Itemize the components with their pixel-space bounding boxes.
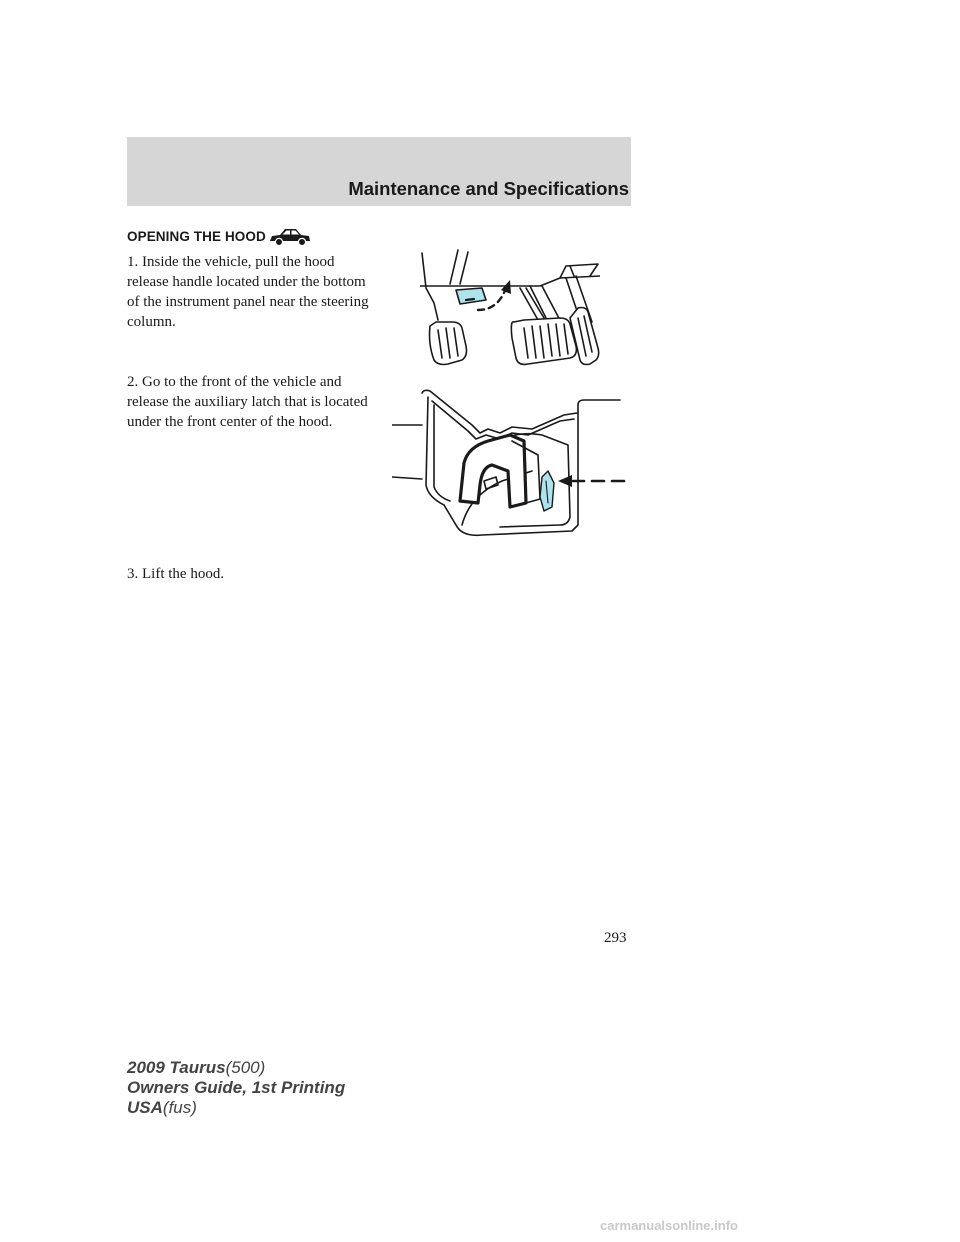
car-icon [268, 225, 312, 247]
footer-line-1 [127, 1058, 345, 1078]
section-heading-text: OPENING THE HOOD [127, 228, 266, 244]
footer-printing: Owners Guide, 1st Printing [127, 1078, 346, 1097]
footer-market: USA [127, 1098, 163, 1117]
section-header-band [127, 137, 631, 206]
footer-model-code: (500) [225, 1058, 266, 1077]
footer-line-3 [127, 1098, 345, 1118]
step-2-text: 2. Go to the front of the vehicle and release the auxiliary latch that is located under the front center of the hood. [127, 374, 368, 430]
section-header-title: Maintenance and Specifications [348, 178, 629, 199]
watermark: carmanualsonline.info [600, 1218, 738, 1233]
section-heading [127, 224, 312, 248]
page-number: 293 [604, 930, 627, 946]
footer-model: 2009 Taurus [127, 1058, 226, 1077]
step-3-text: 3. Lift the hood. [127, 566, 225, 582]
footer-line-2 [127, 1078, 345, 1098]
auxiliary-latch-illustration [392, 385, 632, 550]
hood-release-handle-illustration [420, 248, 600, 373]
footer-market-code: (fus) [162, 1098, 197, 1117]
step-1-text: 1. Inside the vehicle, pull the hood release handle located under the bottom of the instrument panel near the steering column. [127, 254, 369, 330]
footer-printing-info [127, 1058, 345, 1118]
